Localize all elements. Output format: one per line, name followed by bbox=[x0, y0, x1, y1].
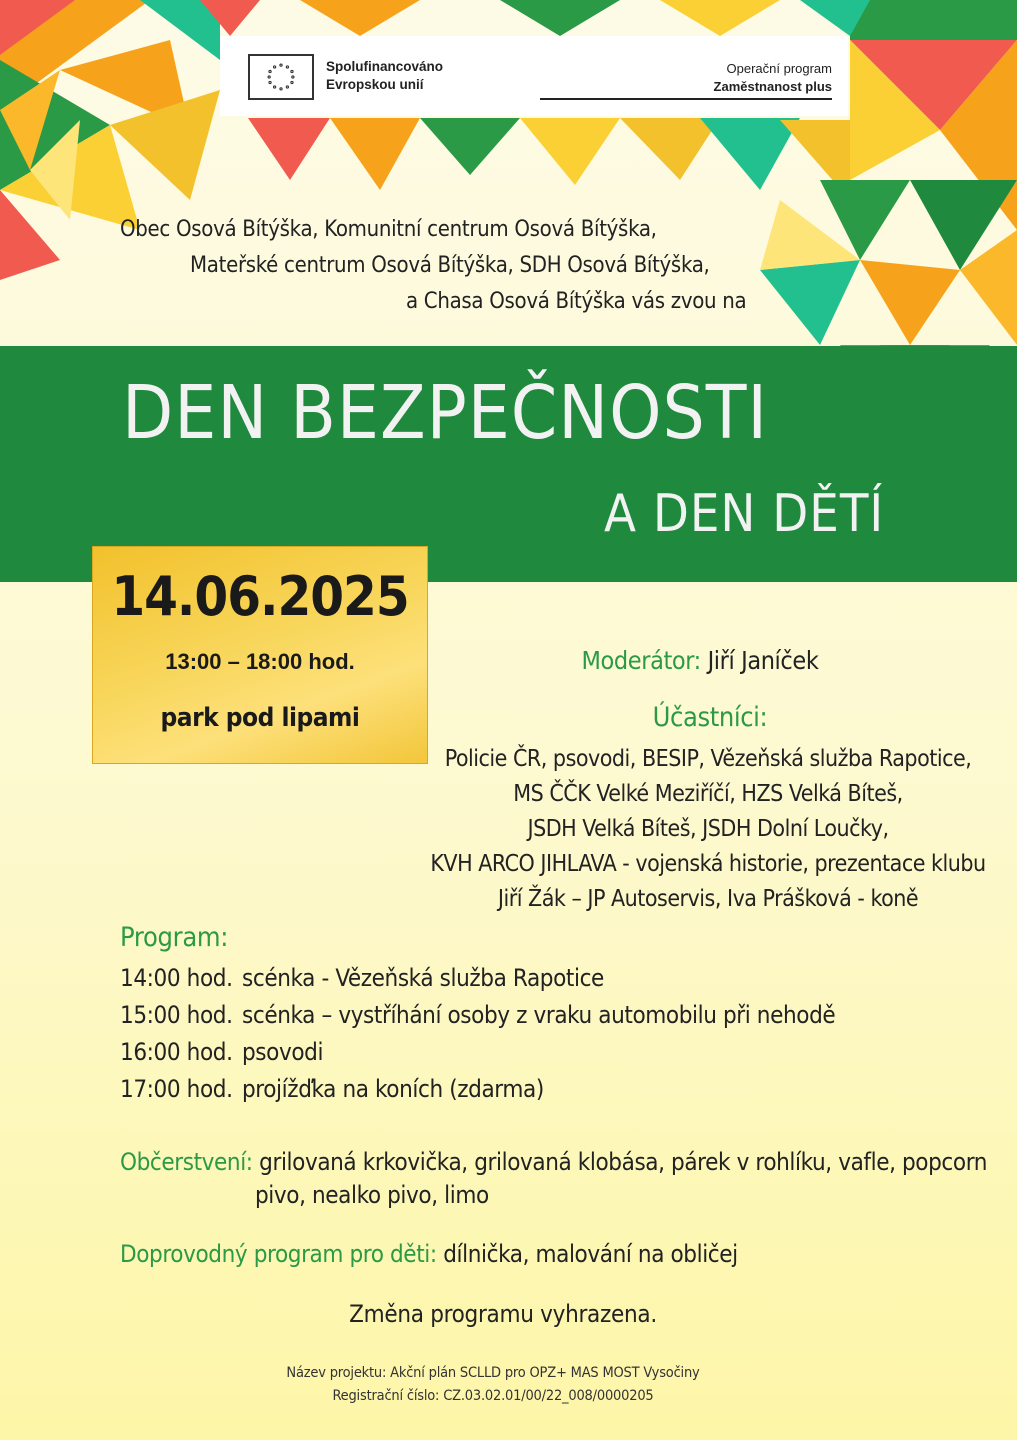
divider bbox=[540, 98, 832, 100]
event-info-box bbox=[92, 546, 428, 764]
program-label: Program: bbox=[120, 922, 229, 953]
program-item: 15:00 hod. scénka – vystříhání osoby z vraku automobilu při nehodě bbox=[120, 1001, 836, 1029]
project-footer: Název projektu: Akční plán SCLLD pro OPZ+ MAS MOST Vysočiny Registrační číslo: CZ.03.02.01/00/22_008/0000205 bbox=[286, 1365, 700, 1404]
moderator-name: Jiří Janíček bbox=[707, 646, 819, 675]
moderator-label: Moderátor: bbox=[581, 646, 701, 675]
kids-program: Doprovodný program pro děti: dílnička, malování na obličej bbox=[120, 1240, 738, 1268]
program-item: 14:00 hod. scénka - Vězeňská služba Rapotice bbox=[120, 964, 604, 992]
moderator bbox=[560, 646, 840, 675]
eu-flag-icon bbox=[248, 54, 314, 100]
list-item: MS ČČK Velké Meziříčí, HZS Velká Bíteš, bbox=[513, 781, 903, 807]
list-item: Jiří Žák – JP Autoservis, Iva Prášková - koně bbox=[497, 886, 919, 912]
invitation-intro: Obec Osová Bítýška, Komunitní centrum Osová Bítýška, Mateřské centrum Osová Bítýška, SDH Osová Bítýška, a Chasa Osová Bítýška vás zvou na bbox=[120, 217, 747, 314]
list-item: JSDH Velká Bíteš, JSDH Dolní Loučky, bbox=[527, 816, 889, 842]
program-change-note: Změna programu vyhrazena. bbox=[349, 1300, 657, 1328]
program-list bbox=[120, 960, 835, 1108]
event-place: park pod lipami bbox=[160, 703, 360, 733]
refreshments: Občerstvení: grilovaná krkovička, grilovaná klobása, párek v rohlíku, vafle, popcorn bbox=[120, 1148, 988, 1176]
refreshments-line-2: pivo, nealko pivo, limo bbox=[255, 1181, 489, 1209]
kids-program-label: Doprovodný program pro děti: bbox=[120, 1240, 437, 1268]
page-title: DEN BEZPEČNOSTI bbox=[122, 370, 769, 456]
eu-cofinanced-text: Spolufinancováno Evropskou unií bbox=[326, 59, 444, 92]
page-subtitle: A DEN DĚTÍ bbox=[604, 484, 885, 544]
participants-list bbox=[420, 742, 996, 917]
operational-programme-text: Operační program Zaměstnanost plus bbox=[713, 61, 832, 94]
participants-label: Účastníci: bbox=[652, 702, 768, 733]
event-time: 13:00 – 18:00 hod. bbox=[165, 649, 355, 674]
program-item: 16:00 hod. psovodi bbox=[120, 1038, 324, 1066]
refreshments-label: Občerstvení: bbox=[120, 1148, 253, 1176]
program-item: 17:00 hod. projížďka na koních (zdarma) bbox=[120, 1075, 544, 1103]
list-item: KVH ARCO JIHLAVA - vojenská historie, prezentace klubu bbox=[430, 851, 986, 877]
event-date: 14.06.2025 bbox=[111, 565, 409, 628]
list-item: Policie ČR, psovodi, BESIP, Vězeňská služba Rapotice, bbox=[444, 746, 972, 772]
